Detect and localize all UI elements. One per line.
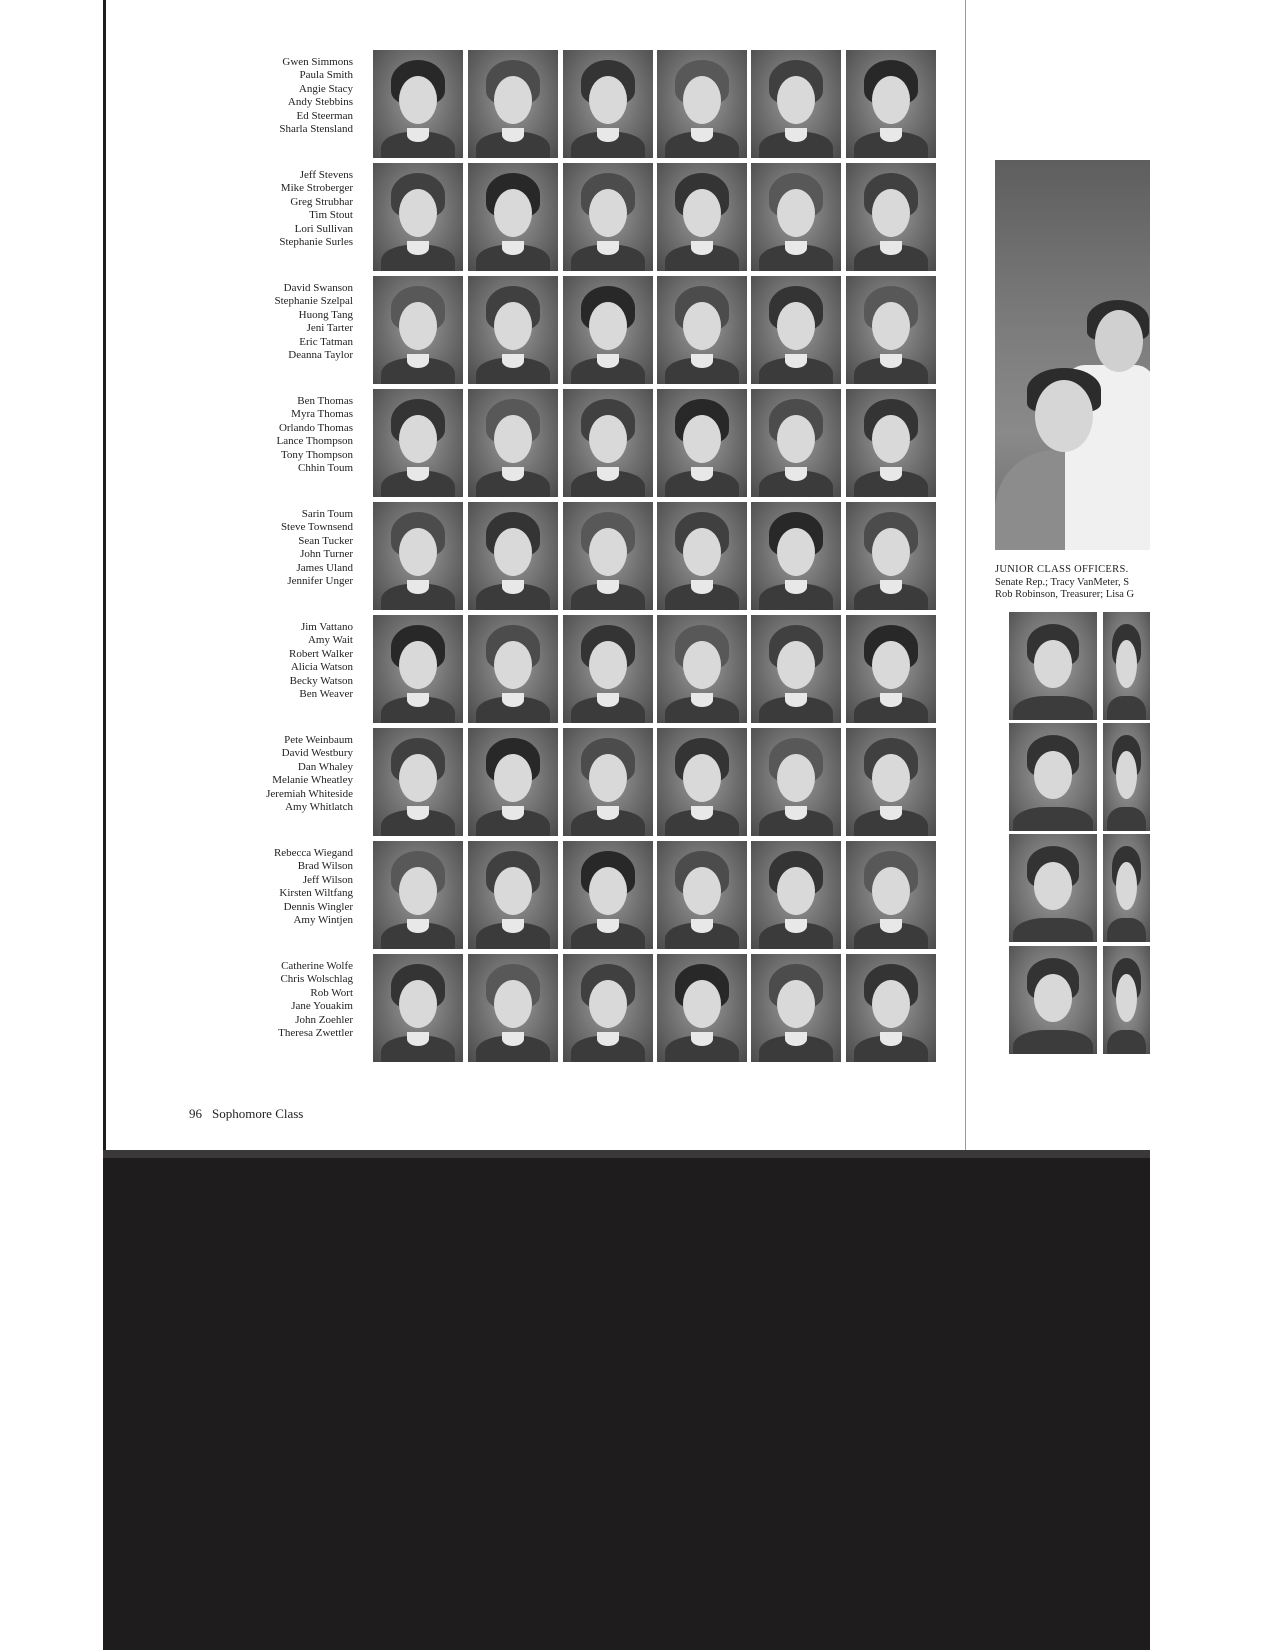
student-name: Becky Watson <box>289 674 353 687</box>
student-portrait <box>751 615 841 723</box>
caption-line: Rob Robinson, Treasurer; Lisa G <box>995 589 1135 600</box>
student-name: Rob Wort <box>310 986 353 999</box>
student-portrait <box>657 276 747 384</box>
student-portrait <box>846 276 936 384</box>
student-name: Rebecca Wiegand <box>273 847 353 859</box>
student-name: Ben Thomas <box>297 395 353 407</box>
student-name: Jim Vattano <box>300 621 353 633</box>
student-name: Amy Wait <box>307 634 353 647</box>
student-name: Amy Whitlatch <box>285 801 353 814</box>
student-portrait <box>373 276 463 384</box>
student-name: David Westbury <box>281 747 353 760</box>
student-portrait <box>846 954 936 1062</box>
student-portrait <box>1103 834 1150 942</box>
student-portrait <box>563 389 653 497</box>
page-gutter <box>965 0 966 1150</box>
student-portrait <box>846 502 936 610</box>
student-name: Brad Wilson <box>297 860 353 873</box>
student-portrait <box>846 50 936 158</box>
student-name: Greg Strubhar <box>290 195 353 208</box>
student-portrait <box>1009 723 1097 831</box>
name-list <box>193 508 353 588</box>
student-portrait <box>846 615 936 723</box>
student-name: Dennis Wingler <box>283 900 353 913</box>
student-portrait <box>373 502 463 610</box>
student-portrait <box>846 163 936 271</box>
student-portrait <box>563 841 653 949</box>
student-name: Lori Sullivan <box>294 222 353 235</box>
student-name: Sharla Stensland <box>279 123 353 136</box>
student-name: Paula Smith <box>299 69 353 82</box>
junior-class-officers-photo <box>995 160 1150 550</box>
student-name: Chris Wolschlag <box>280 973 353 986</box>
student-name: Mike Stroberger <box>280 182 353 195</box>
name-list <box>193 282 353 362</box>
student-portrait <box>657 615 747 723</box>
student-portrait <box>468 615 558 723</box>
student-portrait <box>563 276 653 384</box>
student-portrait <box>657 728 747 836</box>
student-portrait <box>657 502 747 610</box>
student-portrait <box>846 728 936 836</box>
student-portrait <box>657 163 747 271</box>
student-name: Deanna Taylor <box>288 349 353 362</box>
student-portrait <box>751 841 841 949</box>
student-name: Angie Stacy <box>298 82 353 95</box>
student-name: Gwen Simmons <box>282 56 353 68</box>
student-name: Pete Weinbaum <box>284 734 353 746</box>
student-portrait <box>846 389 936 497</box>
student-name: Sean Tucker <box>298 534 353 547</box>
student-portrait <box>657 389 747 497</box>
student-name: Orlando Thomas <box>278 421 353 434</box>
student-name: Chhin Toum <box>298 462 353 475</box>
page-number: 96 <box>189 1106 202 1121</box>
page-footer <box>189 1106 303 1122</box>
student-name: Tony Thompson <box>280 448 353 461</box>
student-name: Jeff Stevens <box>299 169 353 181</box>
student-name: Theresa Zwettler <box>278 1027 353 1040</box>
caption-title: JUNIOR CLASS OFFICERS. <box>995 564 1129 575</box>
student-name: Kirsten Wiltfang <box>279 887 353 900</box>
student-name: Alicia Watson <box>290 661 353 674</box>
student-name: John Zoehler <box>295 1013 353 1026</box>
student-portrait <box>468 954 558 1062</box>
officers-caption <box>995 564 1150 602</box>
student-name: Steve Townsend <box>280 521 353 534</box>
student-name: John Turner <box>300 548 353 561</box>
student-name: Andy Stebbins <box>287 96 353 109</box>
student-portrait <box>1103 723 1150 831</box>
student-portrait <box>373 615 463 723</box>
student-portrait <box>468 389 558 497</box>
student-name: Lance Thompson <box>276 435 353 448</box>
student-name: Jane Youakim <box>291 1000 353 1013</box>
student-portrait <box>468 163 558 271</box>
student-portrait <box>563 954 653 1062</box>
student-name: Huong Tang <box>298 308 353 321</box>
student-name: Jeff Wilson <box>302 873 353 886</box>
student-name: David Swanson <box>283 282 353 294</box>
student-portrait <box>751 728 841 836</box>
student-portrait <box>751 50 841 158</box>
student-name: Stephanie Surles <box>279 236 353 249</box>
student-portrait <box>751 163 841 271</box>
student-portrait <box>657 841 747 949</box>
student-portrait <box>468 50 558 158</box>
student-name: Melanie Wheatley <box>272 774 353 787</box>
student-name: Ben Weaver <box>299 688 353 701</box>
scan-background <box>103 1150 1150 1650</box>
student-name: Eric Tatman <box>299 335 353 348</box>
student-name: Jeremiah Whiteside <box>266 787 353 800</box>
caption-line: Senate Rep.; Tracy VanMeter, S <box>995 576 1130 588</box>
student-portrait <box>751 502 841 610</box>
student-portrait <box>373 389 463 497</box>
student-portrait <box>1103 946 1150 1054</box>
student-portrait <box>1103 612 1150 720</box>
student-name: Stephanie Szelpal <box>274 295 353 308</box>
student-name: Sarin Toum <box>301 508 353 520</box>
student-name: Catherine Wolfe <box>281 960 353 972</box>
student-name: Ed Steerman <box>296 109 353 122</box>
section-title: Sophomore Class <box>212 1106 304 1121</box>
student-portrait <box>468 276 558 384</box>
student-name: Myra Thomas <box>291 408 353 421</box>
student-name: Dan Whaley <box>297 760 353 773</box>
name-list <box>193 395 353 475</box>
scanned-yearbook-spread <box>103 0 1150 1650</box>
student-name: Tim Stout <box>309 209 353 222</box>
student-portrait <box>751 389 841 497</box>
student-portrait <box>1009 612 1097 720</box>
student-portrait <box>373 841 463 949</box>
name-list <box>193 621 353 701</box>
student-portrait <box>563 502 653 610</box>
student-portrait <box>846 841 936 949</box>
student-portrait <box>373 50 463 158</box>
student-portrait <box>373 954 463 1062</box>
student-portrait <box>563 163 653 271</box>
name-list <box>193 734 353 814</box>
student-portrait <box>373 163 463 271</box>
student-portrait <box>373 728 463 836</box>
student-name: James Uland <box>296 561 353 574</box>
name-list <box>193 960 353 1040</box>
student-portrait <box>468 841 558 949</box>
student-portrait <box>751 954 841 1062</box>
student-name: Jennifer Unger <box>287 575 353 588</box>
student-portrait <box>563 728 653 836</box>
student-portrait <box>751 276 841 384</box>
student-portrait <box>1009 834 1097 942</box>
student-name: Amy Wintjen <box>293 914 353 927</box>
name-list <box>193 169 353 249</box>
student-portrait <box>657 954 747 1062</box>
student-name: Jeni Tarter <box>306 322 353 335</box>
student-portrait <box>563 50 653 158</box>
student-name: Robert Walker <box>289 647 353 660</box>
name-list <box>193 847 353 927</box>
student-portrait <box>657 50 747 158</box>
student-portrait <box>1009 946 1097 1054</box>
student-portrait <box>468 728 558 836</box>
name-list <box>193 56 353 136</box>
student-portrait <box>563 615 653 723</box>
student-portrait <box>468 502 558 610</box>
